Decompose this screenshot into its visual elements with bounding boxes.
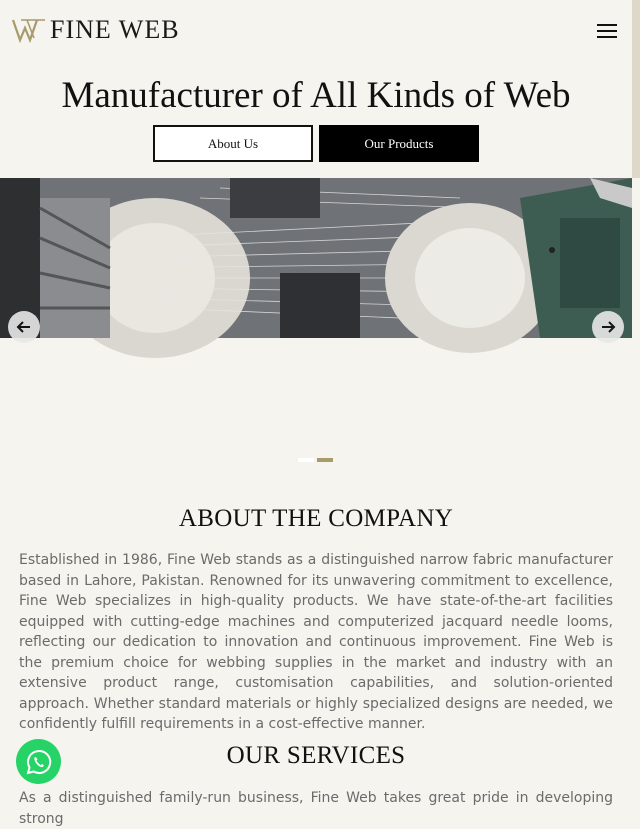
textile-spools-image [0, 178, 632, 338]
whatsapp-button[interactable] [16, 739, 61, 784]
hero-title: Manufacturer of All Kinds of Web [61, 75, 571, 116]
slider-pagination [298, 458, 333, 462]
about-section-text: Established in 1986, Fine Web stands as a distinguished narrow fabric manufacturer based in Lahore, Pakistan. Renowned for its unwavering commitment to excellence, Fine Web specializes in high-quality products. We have state-of-the-art facilities equipped with cutting-edge machines and computerized jacquard needle looms, reflecting our dedication to innovation and continuous improvement. Fine Web is the premium choice for webbing supplies in the market and industry with an extensive product range, customisation capabilities, and solution-oriented approach. Whether standard materials or highly specialized designs are needed, we confidently fulfill requirements in a cost-effective manner. [19, 552, 613, 732]
scrollbar-track[interactable] [632, 0, 640, 178]
slider-next-button[interactable] [592, 311, 624, 343]
slider-prev-button[interactable] [8, 311, 40, 343]
site-header [0, 0, 632, 60]
scrollbar-thumb[interactable] [632, 0, 640, 178]
logo[interactable] [12, 16, 180, 44]
hamburger-menu-icon[interactable] [596, 20, 618, 38]
slider-dot-2[interactable] [317, 458, 333, 462]
brand-name: FINE WEB [50, 15, 180, 44]
services-section-title: OUR SERVICES [226, 742, 406, 769]
slider-dot-1[interactable] [298, 458, 314, 462]
about-section-title: ABOUT THE COMPANY [178, 505, 454, 532]
our-products-button[interactable]: Our Products [319, 125, 479, 162]
services-section-text: As a distinguished family-run business, Fine Web takes great pride in developing strong [19, 790, 613, 827]
whatsapp-icon [25, 748, 53, 776]
arrow-right-icon [600, 319, 616, 335]
hero-slider[interactable] [0, 178, 632, 338]
about-us-button[interactable]: About Us [153, 125, 313, 162]
fw-monogram-icon [12, 18, 46, 42]
arrow-left-icon [16, 319, 32, 335]
